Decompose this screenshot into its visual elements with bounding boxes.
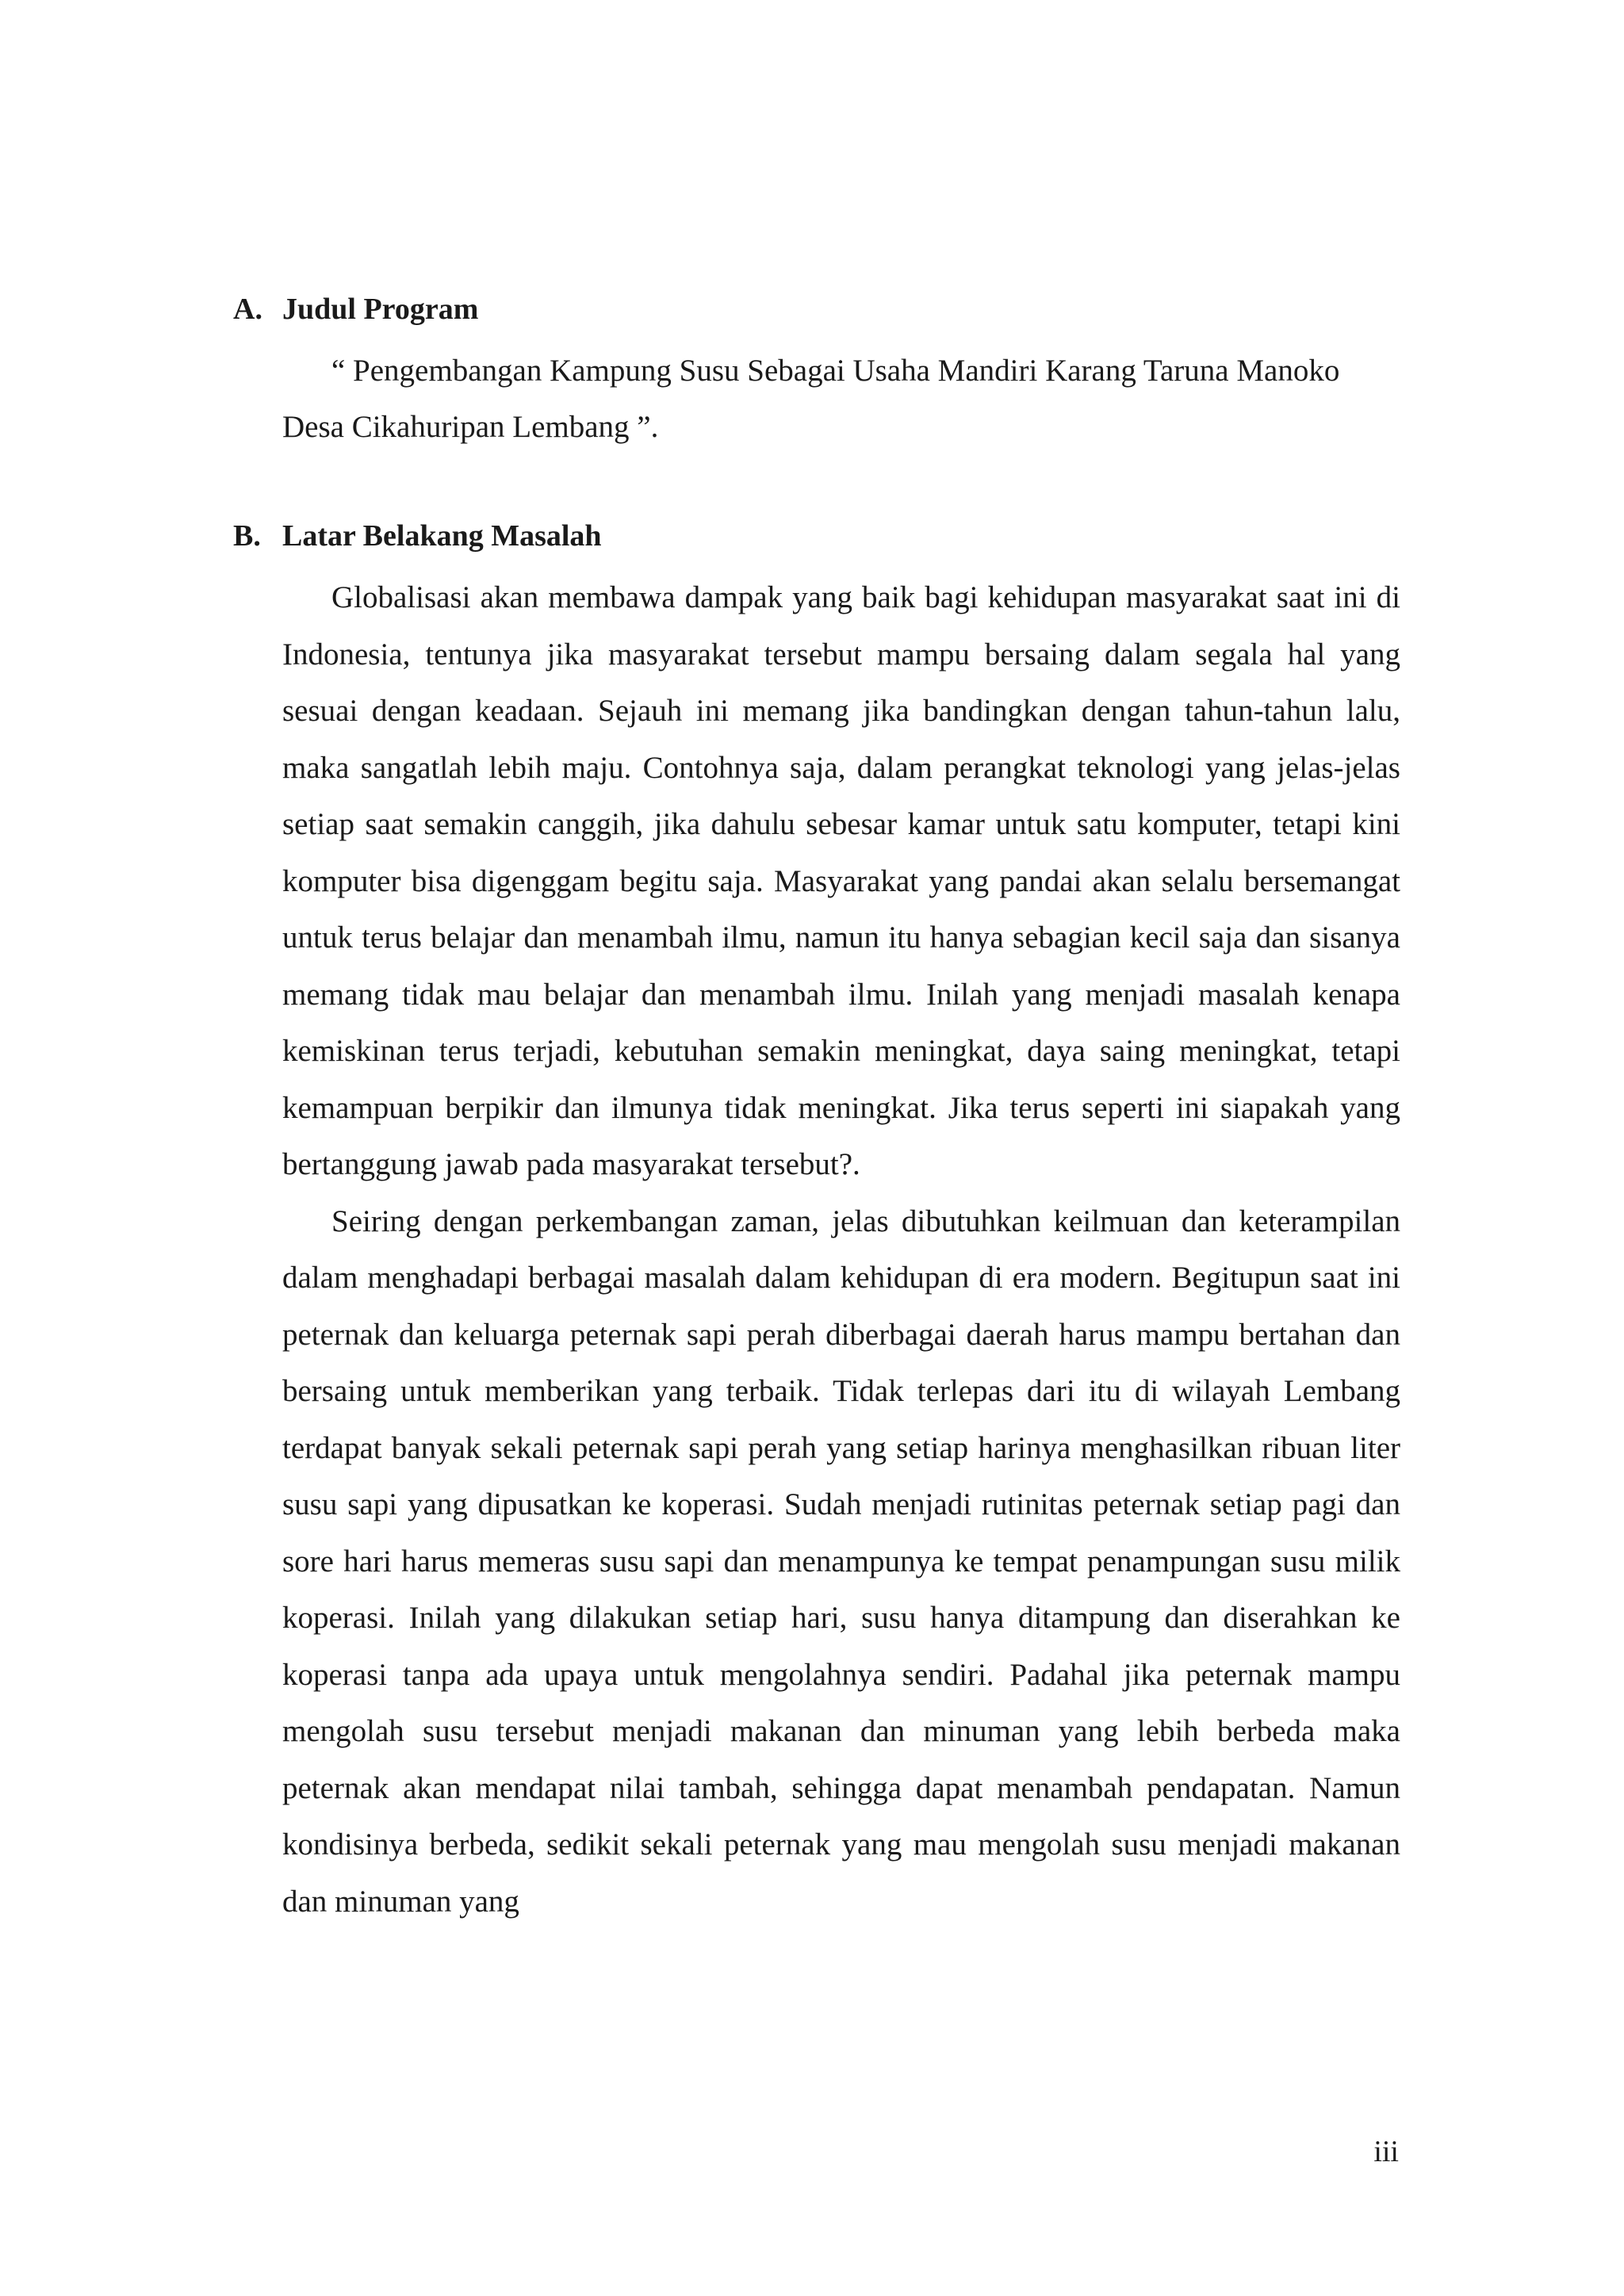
section-letter: A. xyxy=(233,293,262,326)
section-latar-belakang xyxy=(233,512,1400,1930)
page-number: iii xyxy=(1373,2135,1399,2168)
program-title-text: “ Pengembangan Kampung Susu Sebagai Usaha Mandiri Karang Taruna Manoko Desa Cikahuripan Lembang ”. xyxy=(282,354,1340,444)
section-heading xyxy=(233,285,1400,333)
section-judul-program xyxy=(233,285,1400,455)
section-title: Judul Program xyxy=(282,293,479,326)
section-title: Latar Belakang Masalah xyxy=(282,519,602,553)
paragraph: Globalisasi akan membawa dampak yang baik bagi kehidupan masyarakat saat ini di Indonesia, tentunya jika masyarakat tersebut mampu bersaing dalam segala hal yang sesuai dengan keadaan. Sejauh ini memang jika bandingkan dengan tahun-tahun lalu, maka sangatlah lebih maju. Contohnya saja, dalam perangkat teknologi yang jelas-jelas setiap saat semakin canggih, jika dahulu sebesar kamar untuk satu komputer, tetapi kini komputer bisa digenggam begitu saja. Masyarakat yang pandai akan selalu bersemangat untuk terus belajar dan menambah ilmu, namun itu hanya sebagian kecil saja dan sisanya memang tidak mau belajar dan menambah ilmu. Inilah yang menjadi masalah kenapa kemiskinan terus terjadi, kebutuhan semakin meningkat, daya saing meningkat, tetapi kemampuan berpikir dan ilmunya tidak meningkat. Jika terus seperti ini siapakah yang bertanggung jawab pada masyarakat tersebut?. xyxy=(282,580,1400,1181)
section-heading xyxy=(233,512,1400,560)
section-body xyxy=(282,342,1400,455)
section-letter: B. xyxy=(233,519,261,553)
section-body xyxy=(282,569,1400,1930)
paragraph: Seiring dengan perkembangan zaman, jelas dibutuhkan keilmuan dan keterampilan dalam menghadapi berbagai masalah dalam kehidupan di era modern. Begitupun saat ini peternak dan keluarga peternak sapi perah diberbagai daerah harus mampu bertahan dan bersaing untuk memberikan yang terbaik. Tidak terlepas dari itu di wilayah Lembang terdapat banyak sekali peternak sapi perah yang setiap harinya menghasilkan ribuan liter susu sapi yang dipusatkan ke koperasi. Sudah menjadi rutinitas peternak setiap pagi dan sore hari harus memeras susu sapi dan menampunya ke tempat penampungan susu milik koperasi. Inilah yang dilakukan setiap hari, susu hanya ditampung dan diserahkan ke koperasi tanpa ada upaya untuk mengolahnya sendiri. Padahal jika peternak mampu mengolah susu tersebut menjadi makanan dan minuman yang lebih berbeda maka peternak akan mendapat nilai tambah, sehingga dapat menambah pendapatan. Namun kondisinya berbeda, sedikit sekali peternak yang mau mengolah susu menjadi makanan dan minuman yang xyxy=(282,1203,1400,1919)
page-content xyxy=(233,285,1400,1930)
